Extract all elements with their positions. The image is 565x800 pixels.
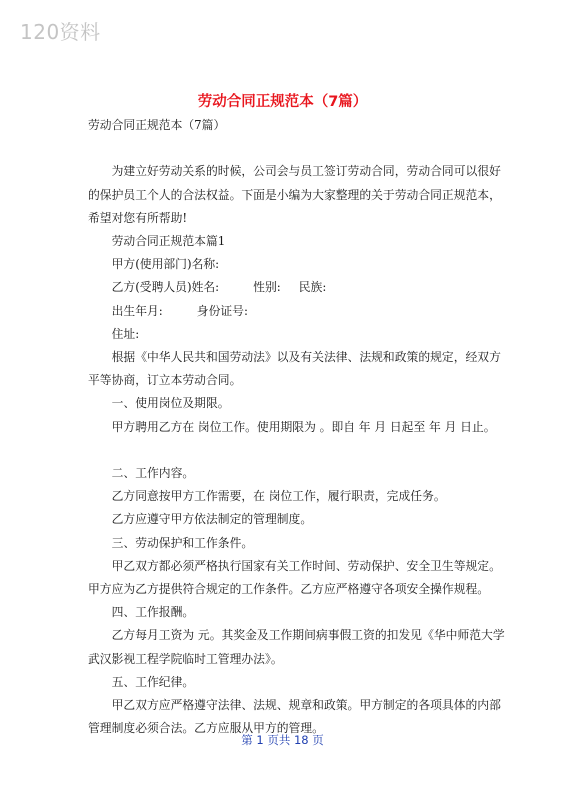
clause-heading-2: 二、工作内容。 (111, 466, 195, 481)
party-a-name-field: 甲方(使用部门)名称: (111, 257, 220, 272)
body-line: 甲方聘用乙方在 岗位工作。使用期限为 。即自 年 月 日起至 年 月 日止。 (111, 419, 496, 434)
clause-heading-1: 一、使用岗位及期限。 (111, 396, 230, 411)
spacer (88, 439, 488, 462)
id-number-label: 身份证号: (196, 303, 248, 318)
body-line: 乙方应遵守甲方依法制定的管理制度。 (111, 512, 313, 527)
clause-heading-5: 五、工作纪律。 (111, 674, 195, 689)
watermark-logo: 120资料 (20, 20, 101, 44)
section-heading: 劳动合同正规范本篇1 (111, 234, 226, 248)
body-line: 甲方应为乙方提供符合规定的工作条件。乙方应严格遵守各项安全操作规程。 (88, 582, 490, 597)
body-line: 甲乙双方应严格遵守法律、法规、规章和政策。甲方制定的各项具体的内部 (111, 698, 501, 713)
document-body (88, 114, 505, 740)
clause-heading-3: 三、劳动保护和工作条件。 (111, 535, 254, 550)
subtitle-line: 劳动合同正规范本（7篇） (88, 118, 226, 132)
gender-label: 性别: (253, 280, 281, 295)
intro-line: 为建立好劳动关系的时候，公司会与员工签订劳动合同，劳动合同可以很好 (111, 164, 501, 179)
document-title: 劳动合同正规范本（7篇） (197, 94, 368, 110)
spacer (88, 137, 488, 160)
birth-id-line (88, 300, 488, 323)
birth-date-label: 出生年月: (111, 303, 163, 318)
body-line: 根据《中华人民共和国劳动法》以及有关法律、法规和政策的规定，经双方 (111, 350, 501, 365)
page-number: 第 1 页共 18 页 (241, 733, 324, 747)
address-label: 住址: (111, 326, 140, 341)
body-line: 平等协商，订立本劳动合同。 (88, 373, 242, 388)
body-line: 乙方同意按甲方工作需要，在 岗位工作，履行职责，完成任务。 (111, 489, 446, 504)
intro-line: 的保护员工个人的合法权益。下面是小编为大家整理的关于劳动合同正规范本， (88, 187, 501, 202)
body-line: 甲乙双方都必须严格执行国家有关工作时间、劳动保护、安全卫生等规定。 (111, 558, 501, 573)
party-b-name-label: 乙方(受聘人员)姓名: (111, 280, 220, 295)
body-line: 武汉影视工程学院临时工管理办法》。 (88, 651, 283, 666)
body-line: 乙方每月工资为 元。其奖金及工作期间病事假工资的扣发见《华中师范大学 (111, 628, 505, 643)
intro-line: 希望对您有所帮助! (88, 210, 188, 225)
body-line: 管理制度必须合法。乙方应服从甲方的管理。 (88, 721, 324, 736)
ethnicity-label: 民族: (298, 280, 327, 295)
party-b-info-line (88, 276, 488, 299)
clause-heading-4: 四、工作报酬。 (111, 605, 195, 620)
